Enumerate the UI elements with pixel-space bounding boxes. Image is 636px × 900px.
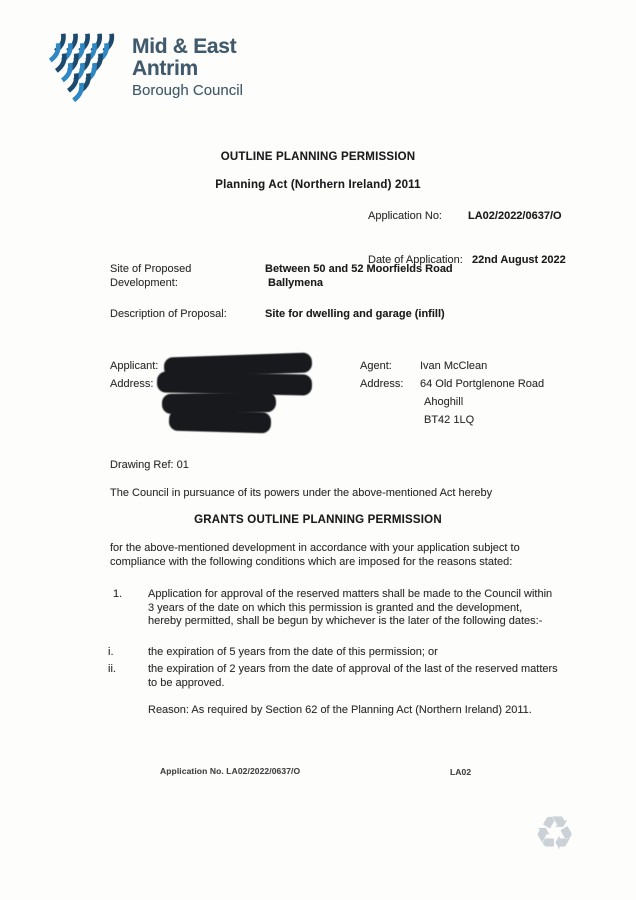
agent-label: Agent: (360, 360, 392, 372)
footer-application-no: Application No. LA02/2022/0637/O (160, 766, 301, 776)
applicant-label: Applicant: (110, 360, 159, 372)
site-label: Site of Proposed Development: (110, 263, 192, 289)
council-logo-text (132, 36, 243, 101)
logo-name-line1: Mid & East (132, 35, 237, 58)
agent-address-line1: 64 Old Portglenone Road (420, 378, 545, 390)
site-value (265, 263, 453, 290)
agent-address-label: Address: (360, 378, 404, 390)
pursuance-text: The Council in pursuance of its powers under the above-mentioned Act hereby (110, 487, 493, 499)
condition-reason: Reason: As required by Section 62 of the Planning Act (Northern Ireland) 2011. (148, 704, 532, 716)
proposal-label: Description of Proposal: (110, 308, 227, 320)
document-title: OUTLINE PLANNING PERMISSION (220, 151, 416, 163)
condition-number: i. (108, 646, 114, 658)
agent-address-line3: BT42 1LQ (424, 414, 475, 426)
recycle-icon: ♻ (534, 806, 576, 860)
document-subtitle: Planning Act (Northern Ireland) 2011 (215, 179, 421, 191)
council-logo-mark-icon (46, 26, 122, 114)
applicant-address-label: Address: (110, 378, 154, 390)
council-logo (46, 26, 243, 114)
conditions-intro: for the above-mentioned development in accordance with your application subject to compliance with the following conditions which are imposed for the reasons stated: (110, 542, 520, 568)
condition-text: the expiration of 2 years from the date of approval of the last of the reserved matters to be approved. (148, 663, 558, 689)
date-of-application-label: Date of Application: (368, 254, 463, 266)
condition-number: ii. (108, 663, 116, 675)
footer-code: LA02 (450, 767, 472, 777)
logo-name-line3: Borough Council (132, 82, 243, 99)
agent-address-line2: Ahoghill (424, 396, 464, 408)
application-no-label: Application No: (368, 210, 442, 222)
proposal-value: Site for dwelling and garage (infill) (265, 308, 445, 320)
site-value-line2: Ballymena (268, 276, 324, 289)
drawing-ref: Drawing Ref: 01 (110, 459, 189, 471)
condition-text: the expiration of 5 years from the date of this permission; or (148, 646, 438, 658)
redaction-stroke (169, 410, 272, 434)
condition-number: 1. (113, 588, 123, 600)
application-no-value: LA02/2022/0637/O (468, 210, 562, 222)
logo-name-line2: Antrim (132, 57, 198, 80)
grants-heading: GRANTS OUTLINE PLANNING PERMISSION (194, 514, 442, 526)
condition-text: Application for approval of the reserved matters shall be made to the Council within 3 years of the date on which this permission is granted and the development, hereby permitted, shall be begun by whichever is the later of the following dates:- (148, 588, 553, 627)
site-value-line1: Between 50 and 52 Moorfields Road (265, 263, 453, 275)
date-of-application-value: 22nd August 2022 (472, 254, 566, 266)
agent-name: Ivan McClean (420, 360, 488, 372)
